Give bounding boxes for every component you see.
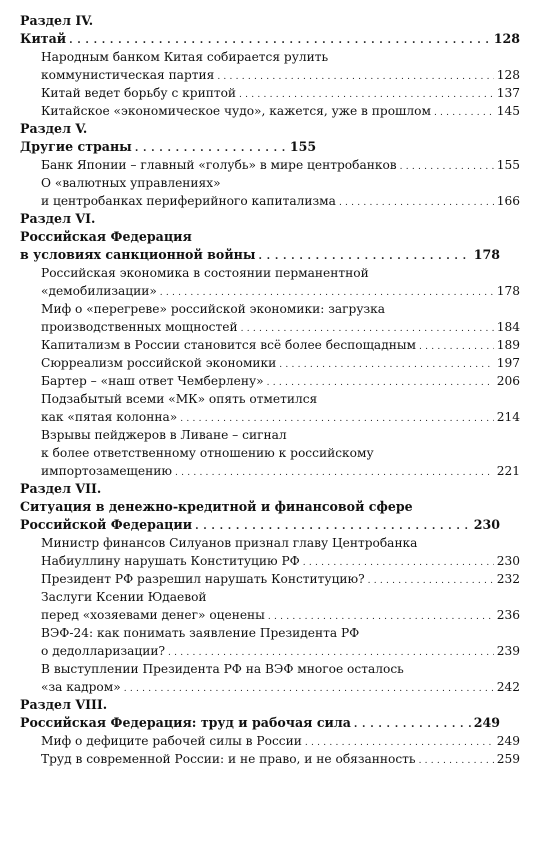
toc-entry bbox=[20, 192, 520, 210]
entry-title: Российской Федерации bbox=[20, 517, 193, 532]
toc-entry bbox=[20, 156, 520, 174]
entry-title: импортозамещению bbox=[41, 464, 172, 478]
entry-title: В выступлении Президента РФ на ВЭФ многое осталось bbox=[41, 662, 404, 676]
toc-entry bbox=[20, 174, 520, 192]
entry-title: коммунистическая партия bbox=[41, 68, 215, 82]
page-number: 239 bbox=[496, 644, 520, 658]
leader-dots bbox=[419, 338, 494, 354]
entry-title: «за кадром» bbox=[41, 680, 121, 694]
entry-title: как «пятая колонна» bbox=[41, 410, 178, 424]
leader-dots bbox=[168, 644, 494, 660]
toc-entry bbox=[20, 48, 520, 66]
page-number: 128 bbox=[493, 31, 520, 46]
toc-entry bbox=[20, 552, 520, 570]
entry-title: в условиях санкционной войны bbox=[20, 247, 256, 262]
page-number: 249 bbox=[496, 734, 520, 748]
leader-dots bbox=[217, 68, 493, 84]
entry-title: Взрывы пейджеров в Ливане – сигнал bbox=[41, 428, 287, 442]
entry-title: Китай bbox=[20, 31, 67, 46]
toc-entry bbox=[20, 354, 520, 372]
page-number: 230 bbox=[496, 554, 520, 568]
leader-dots bbox=[267, 374, 494, 390]
entry-title: Российская экономика в состоянии перманентной bbox=[41, 266, 369, 280]
entry-title: Подзабытый всеми «МК» опять отметился bbox=[41, 392, 318, 406]
leader-dots bbox=[279, 356, 493, 372]
toc-entry bbox=[20, 372, 520, 390]
toc-entry bbox=[20, 606, 520, 624]
section-heading bbox=[20, 228, 520, 246]
page-number: 155 bbox=[496, 158, 520, 172]
chapter-entry bbox=[20, 516, 520, 534]
entry-title: Президент РФ разрешил нарушать Конституцию? bbox=[41, 572, 365, 586]
page-number: 184 bbox=[496, 320, 520, 334]
toc-entry bbox=[20, 642, 520, 660]
leader-dots bbox=[419, 752, 494, 768]
entry-title: Раздел V. bbox=[20, 121, 88, 136]
chapter-entry bbox=[20, 30, 520, 48]
toc-entry bbox=[20, 444, 520, 462]
chapter-entry bbox=[20, 246, 520, 264]
leader-dots bbox=[135, 140, 287, 156]
entry-title: «демобилизации» bbox=[41, 284, 157, 298]
toc-entry bbox=[20, 66, 520, 84]
page-number: 166 bbox=[496, 194, 520, 208]
page-number: 236 bbox=[496, 608, 520, 622]
page-number: 259 bbox=[496, 752, 520, 766]
toc-entry bbox=[20, 390, 520, 408]
entry-title: Раздел IV. bbox=[20, 13, 94, 28]
entry-title: производственных мощностей bbox=[41, 320, 238, 334]
section-heading bbox=[20, 210, 520, 228]
leader-dots bbox=[434, 104, 494, 120]
leader-dots bbox=[241, 320, 494, 336]
toc-entry bbox=[20, 462, 520, 480]
entry-title: ВЭФ-24: как понимать заявление Президента РФ bbox=[41, 626, 360, 640]
toc-entry bbox=[20, 570, 520, 588]
entry-title: Сюрреализм российской экономики bbox=[41, 356, 277, 370]
entry-title: Набиуллину нарушать Конституцию РФ bbox=[41, 554, 300, 568]
toc-entry bbox=[20, 282, 520, 300]
toc-entry bbox=[20, 624, 520, 642]
toc-entry bbox=[20, 678, 520, 696]
section-heading bbox=[20, 480, 520, 498]
page-number: 206 bbox=[496, 374, 520, 388]
page-number: 232 bbox=[496, 572, 520, 586]
page-number: 214 bbox=[496, 410, 520, 424]
entry-title: Народным банком Китая собирается рулить bbox=[41, 50, 329, 64]
page-number: 221 bbox=[496, 464, 520, 478]
toc-entry bbox=[20, 408, 520, 426]
chapter-entry bbox=[20, 138, 520, 156]
page-number: 128 bbox=[496, 68, 520, 82]
leader-dots bbox=[303, 554, 494, 570]
leader-dots bbox=[180, 410, 494, 426]
entry-title: Миф о дефиците рабочей силы в России bbox=[41, 734, 302, 748]
page-number: 145 bbox=[496, 104, 520, 118]
leader-dots bbox=[239, 86, 494, 102]
leader-dots bbox=[259, 248, 471, 264]
toc-entry bbox=[20, 264, 520, 282]
leader-dots bbox=[160, 284, 494, 300]
leader-dots bbox=[354, 716, 471, 732]
chapter-entry bbox=[20, 714, 520, 732]
toc-entry bbox=[20, 660, 520, 678]
entry-title: перед «хозяевами денег» оценены bbox=[41, 608, 265, 622]
page-number: 230 bbox=[473, 517, 500, 532]
section-heading bbox=[20, 498, 520, 516]
entry-title: Банк Японии – главный «голубь» в мире центробанков bbox=[41, 158, 397, 172]
entry-title: Раздел VIII. bbox=[20, 697, 108, 712]
page-number: 249 bbox=[473, 715, 500, 730]
entry-title: Труд в современной России: и не право, и не обязанность bbox=[41, 752, 416, 766]
toc-entry bbox=[20, 300, 520, 318]
toc-entry bbox=[20, 588, 520, 606]
leader-dots bbox=[368, 572, 494, 588]
entry-title: Китайское «экономическое чудо», кажется, уже в прошлом bbox=[41, 104, 431, 118]
entry-title: Китай ведет борьбу с криптой bbox=[41, 86, 237, 100]
entry-title: О «валютных управлениях» bbox=[41, 176, 221, 190]
toc-entry bbox=[20, 336, 520, 354]
section-heading bbox=[20, 120, 520, 138]
toc-entry bbox=[20, 84, 520, 102]
page-number: 189 bbox=[496, 338, 520, 352]
section-heading bbox=[20, 12, 520, 30]
leader-dots bbox=[400, 158, 494, 174]
entry-title: о дедолларизации? bbox=[41, 644, 165, 658]
toc-entry bbox=[20, 750, 520, 768]
entry-title: Раздел VII. bbox=[20, 481, 102, 496]
toc-entry bbox=[20, 534, 520, 552]
entry-title: и центробанках периферийного капитализма bbox=[41, 194, 336, 208]
toc-entry bbox=[20, 102, 520, 120]
entry-title: Капитализм в России становится всё более беспощадным bbox=[41, 338, 417, 352]
entry-title: Министр финансов Силуанов признал главу Центробанка bbox=[41, 536, 418, 550]
entry-title: Другие страны bbox=[20, 139, 132, 154]
entry-title: Заслуги Ксении Юдаевой bbox=[41, 590, 207, 604]
page-number: 178 bbox=[496, 284, 520, 298]
page-number: 178 bbox=[473, 247, 500, 262]
entry-title: Бартер – «наш ответ Чемберлену» bbox=[41, 374, 264, 388]
page-number: 197 bbox=[496, 356, 520, 370]
toc-entry bbox=[20, 426, 520, 444]
section-heading bbox=[20, 696, 520, 714]
entry-title: Миф о «перегреве» российской экономики: загрузка bbox=[41, 302, 386, 316]
toc-entry bbox=[20, 318, 520, 336]
entry-title: Российская Федерация bbox=[20, 229, 192, 244]
leader-dots bbox=[305, 734, 494, 750]
entry-title: Ситуация в денежно-кредитной и финансовой сфере bbox=[20, 499, 413, 514]
leader-dots bbox=[195, 518, 471, 534]
page-number: 242 bbox=[496, 680, 520, 694]
page-number: 137 bbox=[496, 86, 520, 100]
leader-dots bbox=[69, 32, 491, 48]
leader-dots bbox=[268, 608, 494, 624]
entry-title: к более ответственному отношению к российскому bbox=[41, 446, 374, 460]
leader-dots bbox=[339, 194, 494, 210]
page-number: 155 bbox=[289, 139, 317, 154]
toc-entry bbox=[20, 732, 520, 750]
leader-dots bbox=[175, 464, 494, 480]
leader-dots bbox=[124, 680, 494, 696]
entry-title: Российская Федерация: труд и рабочая сила bbox=[20, 715, 351, 730]
entry-title: Раздел VI. bbox=[20, 211, 96, 226]
